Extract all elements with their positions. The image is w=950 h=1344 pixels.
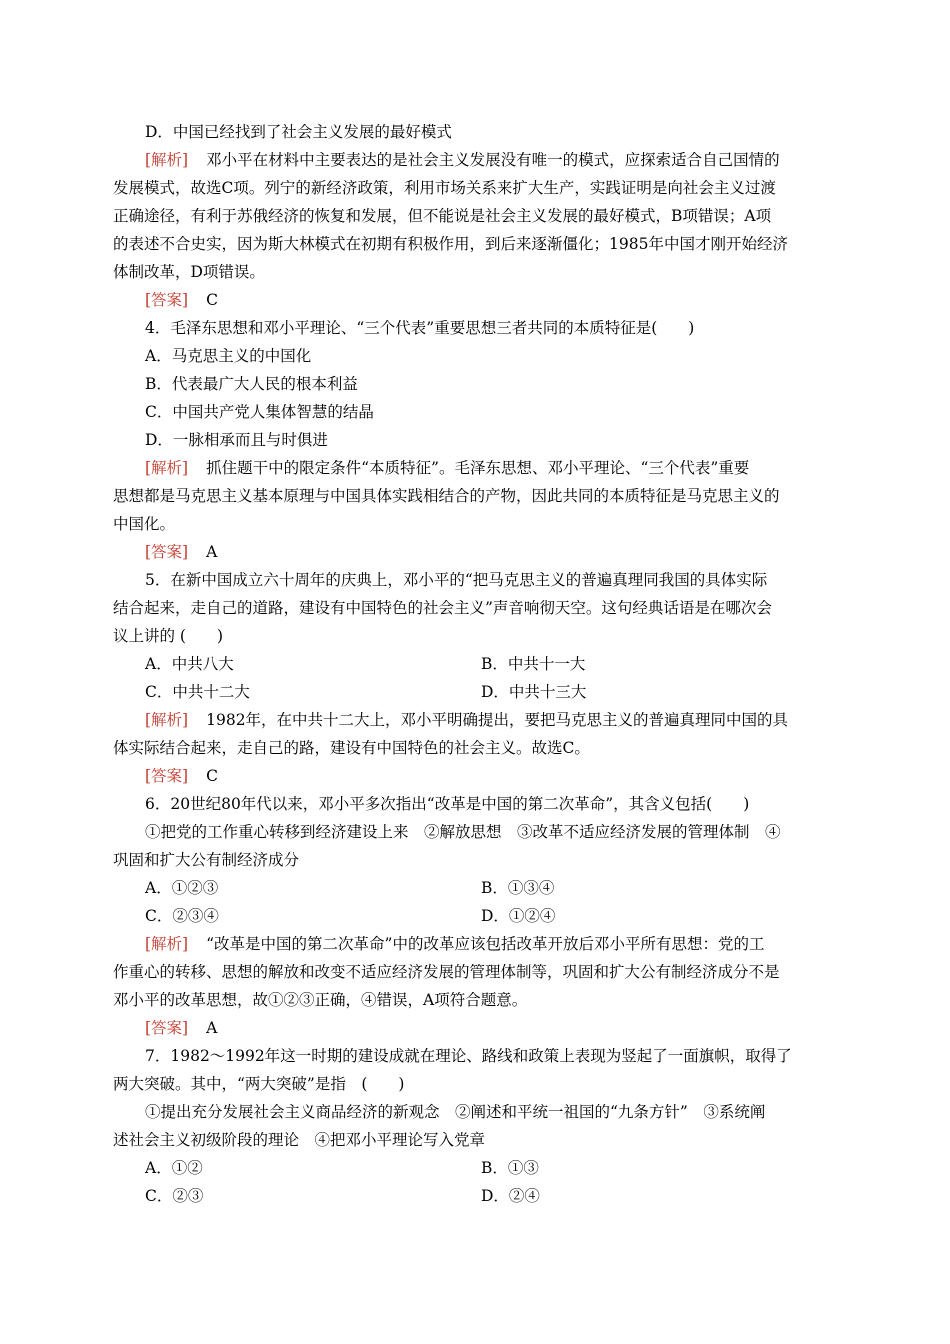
answer-tag: [答案] (145, 543, 189, 561)
q6-items-line-2: 巩固和扩大公有制经济成分 (113, 851, 300, 869)
answer-value: A (206, 1019, 218, 1037)
answer-tag: [答案] (145, 1019, 189, 1037)
q6-option-c: C．②③④ (145, 907, 219, 925)
q7-items-line-1: ①提出充分发展社会主义商品经济的新观念 ②阐述和平统一祖国的“九条方针” ③系统阐 (145, 1103, 766, 1121)
q5-stem-line-1: 5．在新中国成立六十周年的庆典上，邓小平的“把马克思主义的普遍真理同我国的具体实际 (145, 571, 768, 589)
q4-option-b: B．代表最广大人民的根本利益 (145, 375, 358, 393)
q4-analysis-line-2: 思想都是马克思主义基本原理与中国具体实践相结合的产物，因此共同的本质特征是马克思主义的 (113, 487, 780, 505)
q4-option-d: D．一脉相承而且与时俱进 (145, 431, 328, 449)
answer-value: C (206, 767, 218, 785)
q5-analysis-line-1 (145, 710, 788, 730)
q3-analysis-line-5: 体制改革，D项错误。 (113, 263, 265, 281)
q6-option-a: A．①②③ (145, 879, 219, 897)
analysis-tag: [解析] (145, 711, 189, 729)
q4-option-a: A．马克思主义的中国化 (145, 347, 312, 365)
q4-stem: 4．毛泽东思想和邓小平理论、“三个代表”重要思想三者共同的本质特征是( ) (145, 319, 695, 337)
analysis-text: 1982年，在中共十二大上，邓小平明确提出，要把马克思主义的普遍真理同中国的具 (206, 711, 789, 729)
q7-option-d: D．②④ (481, 1187, 540, 1205)
analysis-tag: [解析] (145, 935, 189, 953)
q6-items-line-1: ①把党的工作重心转移到经济建设上来 ②解放思想 ③改革不适应经济发展的管理体制 ④ (145, 823, 781, 841)
q7-option-a: A．①② (145, 1159, 203, 1177)
analysis-tag: [解析] (145, 151, 189, 169)
q5-stem-line-2: 结合起来，走自己的道路，建设有中国特色的社会主义”声音响彻天空。这句经典话语是在哪次会 (113, 599, 772, 617)
q6-answer (145, 1018, 217, 1038)
q7-items-line-2: 述社会主义初级阶段的理论 ④把邓小平理论写入党章 (113, 1131, 486, 1149)
answer-value: A (206, 543, 218, 561)
q5-option-b: B．中共十一大 (481, 655, 586, 673)
q6-analysis-line-2: 作重心的转移、思想的解放和改变不适应经济发展的管理体制等，巩固和扩大公有制经济成分不是 (113, 963, 780, 981)
q6-option-b: B．①③④ (481, 879, 555, 897)
q3-answer (145, 290, 218, 310)
q5-option-a: A．中共八大 (145, 655, 234, 673)
analysis-text: 抓住题干中的限定条件“本质特征”。毛泽东思想、邓小平理论、“三个代表”重要 (206, 459, 750, 477)
q4-analysis-line-1 (145, 458, 749, 478)
q4-option-c: C．中国共产党人集体智慧的结晶 (145, 403, 374, 421)
q3-analysis-line-4: 的表述不合史实，因为斯大林模式在初期有积极作用，到后来逐渐僵化；1985年中国才刚开始经济 (113, 235, 788, 253)
q3-analysis-line-1 (145, 150, 780, 170)
q6-stem: 6．20世纪80年代以来，邓小平多次指出“改革是中国的第二次革命”，其含义包括( ) (145, 795, 750, 813)
analysis-tag: [解析] (145, 459, 189, 477)
q4-analysis-line-3: 中国化。 (113, 515, 176, 533)
q6-option-d: D．①②④ (481, 907, 556, 925)
q3-analysis-line-3: 正确途径，有利于苏俄经济的恢复和发展，但不能说是社会主义发展的最好模式，B项错误；A项 (113, 207, 772, 225)
analysis-text: “改革是中国的第二次革命”中的改革应该包括改革开放后邓小平所有思想：党的工 (206, 935, 765, 953)
q6-analysis-line-3: 邓小平的改革思想，故①②③正确，④错误，A项符合题意。 (113, 991, 528, 1009)
answer-value: C (206, 291, 218, 309)
q7-option-b: B．①③ (481, 1159, 539, 1177)
q4-answer (145, 542, 217, 562)
q5-option-d: D．中共十三大 (481, 683, 587, 701)
q7-option-c: C．②③ (145, 1187, 204, 1205)
q5-answer (145, 766, 218, 786)
answer-tag: [答案] (145, 291, 189, 309)
q5-stem-line-3: 议上讲的 ( ) (113, 627, 224, 645)
q3-analysis-line-2: 发展模式，故选C项。列宁的新经济政策，利用市场关系来扩大生产，实践证明是向社会主义过渡 (113, 179, 776, 197)
q6-analysis-line-1 (145, 934, 764, 954)
q7-stem-line-2: 两大突破。其中，“两大突破”是指 ( ) (113, 1075, 405, 1093)
q3-option-d: D．中国已经找到了社会主义发展的最好模式 (145, 123, 452, 141)
answer-tag: [答案] (145, 767, 189, 785)
q7-stem-line-1: 7．1982～1992年这一时期的建设成就在理论、路线和政策上表现为竖起了一面旗帜，取得了 (145, 1047, 792, 1065)
q5-analysis-line-2: 体实际结合起来，走自己的路，建设有中国特色的社会主义。故选C。 (113, 739, 590, 757)
q5-option-c: C．中共十二大 (145, 683, 250, 701)
analysis-text: 邓小平在材料中主要表达的是社会主义发展没有唯一的模式，应探索适合自己国情的 (206, 151, 780, 169)
